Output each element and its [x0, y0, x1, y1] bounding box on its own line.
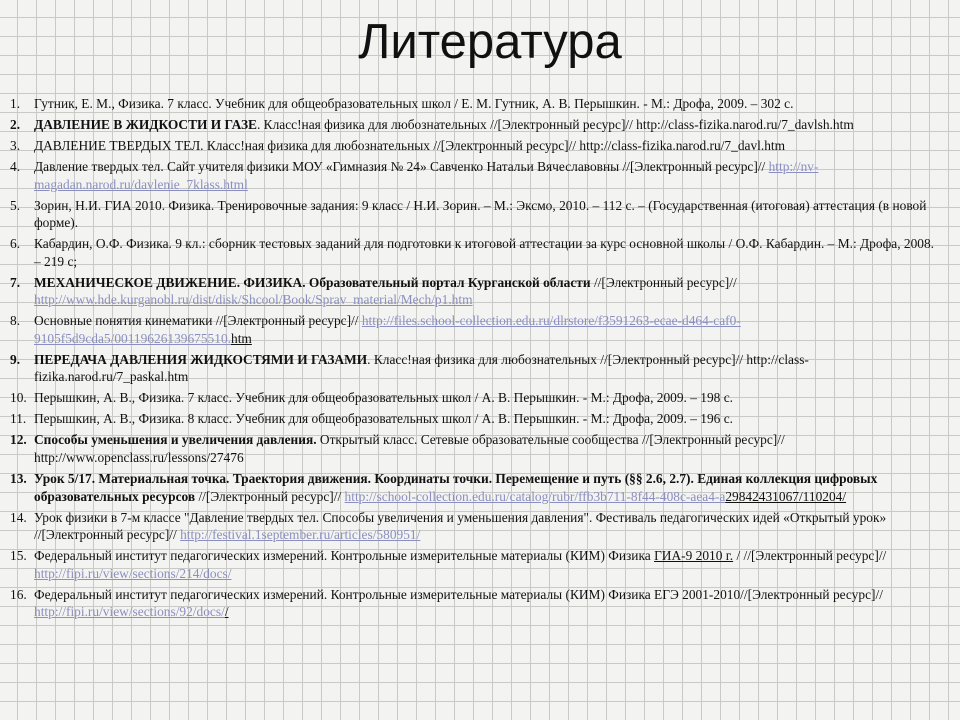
item-number: 12. — [10, 432, 27, 448]
item-number: 4. — [10, 158, 21, 174]
item-text: Кабардин, О.Ф. Физика. 9 кл.: сборник тестовых заданий для подготовки к итоговой аттестации за курс основной школы / О.Ф. Кабардин. – М.: Дрофа, 2008. – 219 с; — [34, 236, 935, 269]
item-text: ДАВЛЕНИЕ ТВЕРДЫХ ТЕЛ. Класс!ная физика для любознательных //[Электронный ресурс]// http://class-fizika.narod.ru/7_davl.htm — [34, 137, 786, 153]
page-title: Литература — [358, 15, 622, 69]
item-number: 8. — [10, 313, 21, 329]
item-text: Перышкин, А. В., Физика. 7 класс. Учебник для общеобразовательных школ / А. В. Перышкин. - М.: Дрофа, 2009. – 198 с. — [34, 390, 734, 406]
item-bold-text: Способы уменьшения и увеличения давления. — [34, 432, 317, 448]
bibliography-item — [8, 158, 938, 193]
item-number: 6. — [10, 236, 21, 252]
item-number: 11. — [10, 411, 27, 427]
bibliography-item — [8, 509, 938, 544]
bibliography-item — [8, 586, 938, 621]
item-text: Основные понятия кинематики //[Электронный ресурс]// — [34, 313, 362, 329]
item-text: //[Электронный ресурс]// — [195, 488, 345, 504]
item-number: 7. — [10, 274, 21, 290]
item-text: Федеральный институт педагогических измерений. Контрольные измерительные материалы (КИМ) Физика ЕГЭ 2001-2010//[Электронный ресурс]// — [34, 586, 883, 602]
item-text: Урок физики в 7-м классе "Давление твердых тел. Способы увеличения и уменьшения давления". Фестиваль педагогических идей «Открытый урок» //[Электронный ресурс]// — [34, 509, 887, 543]
item-number: 10. — [10, 390, 27, 406]
reference-link[interactable]: http://nv-magadan.narod.ru/davlenie_7klass.html — [34, 158, 819, 192]
bibliography-item — [8, 95, 938, 113]
reference-link[interactable]: http://festival.1september.ru/articles/580951/ — [180, 527, 421, 543]
reference-link[interactable]: http://fipi.ru/view/sections/214/docs/ — [34, 565, 232, 581]
item-text: Перышкин, А. В., Физика. 8 класс. Учебник для общеобразовательных школ / А. В. Перышкин. - М.: Дрофа, 2009. – 196 с. — [34, 411, 734, 427]
item-text: Давление твердых тел. Сайт учителя физики МОУ «Гимназия № 24» Савченко Натальи Вячеславовны //[Электронный ресурс]// — [34, 158, 769, 174]
item-text: Федеральный институт педагогических измерений. Контрольные измерительные материалы (КИМ) Физика — [34, 548, 655, 564]
item-text: . Класс!ная физика для любознательных //[Электронный ресурс]// http://class-fizika.narod.ru/7_paskal.htm — [34, 351, 809, 385]
bibliography-item — [8, 137, 938, 155]
item-number: 13. — [10, 470, 27, 486]
reference-link[interactable]: http://files.school-collection.edu.ru/dlrstore/f3591263-ecae-d464-caf0-9105f5d9cda5/00119626139675510. — [34, 313, 741, 346]
item-text: 29842431067/110204/ — [725, 488, 847, 504]
item-number: 1. — [10, 96, 21, 111]
item-number: 2. — [10, 116, 21, 132]
item-number: 14. — [10, 509, 27, 525]
reference-link[interactable]: http://fipi.ru/view/sections/92/docs/ — [34, 604, 225, 620]
reference-link[interactable]: http://www.hde.kurganobl.ru/dist/disk/Shcool/Book/Sprav_material/Mech/p1.htm — [34, 292, 473, 308]
bibliography-item — [8, 431, 938, 466]
item-bold-text: ПЕРЕДАЧА ДАВЛЕНИЯ ЖИДКОСТЯМИ И ГАЗАМИ — [34, 351, 368, 367]
bibliography-item — [8, 410, 938, 428]
bibliography-item — [8, 274, 938, 309]
bibliography-item — [8, 312, 938, 347]
item-text: / //[Электронный ресурс]// — [733, 548, 887, 564]
item-text: Зорин, Н.И. ГИА 2010. Физика. Тренировочные задания: 9 класс / Н.И. Зорин. – М.: Эксмо, 2010. – 112 с. – (Государственная (итоговая) аттестация (в новой форме). — [34, 197, 927, 231]
item-text: Открытый класс. Сетевые образовательные сообщества //[Электронный ресурс]// http://www.openclass.ru/lessons/27476 — [34, 432, 785, 465]
item-bold-text: ДАВЛЕНИЕ В ЖИДКОСТИ И ГАЗЕ — [34, 116, 257, 132]
item-text: htm — [231, 330, 252, 346]
item-bold-text: Урок 5/17. Материальная точка. Траектория движения. Координаты точки. Перемещение и путь (§§ 2.6, 2.7). Единая коллекция цифровых образовательных ресурсов — [34, 470, 878, 504]
item-text: ГИА-9 2010 г. — [654, 548, 734, 564]
item-text: Гутник, Е. М., Физика. 7 класс. Учебник для общеобразовательных школ / Е. М. Гутник, А. В. Перышкин. - М.: Дрофа, 2009. – 302 с. — [34, 96, 794, 111]
bibliography-item — [8, 235, 938, 270]
item-text: //[Электронный ресурс]// — [590, 274, 737, 290]
bibliography-item — [8, 116, 938, 134]
bibliography-item — [8, 389, 938, 407]
item-text: / — [224, 604, 229, 620]
bibliography-item — [8, 547, 938, 582]
item-number: 9. — [10, 351, 21, 367]
item-number: 3. — [10, 137, 21, 153]
item-number: 5. — [10, 197, 21, 213]
item-number: 15. — [10, 548, 27, 564]
item-number: 16. — [10, 586, 27, 602]
item-bold-text: МЕХАНИЧЕСКОЕ ДВИЖЕНИЕ. ФИЗИКА. Образовательный портал Курганской области — [34, 274, 591, 290]
bibliography-list — [8, 95, 938, 624]
bibliography-item — [8, 197, 938, 232]
bibliography-item — [8, 470, 938, 505]
bibliography-item — [8, 351, 938, 386]
item-text: . Класс!ная физика для любознательных //[Электронный ресурс]// http://class-fizika.narod.ru/7_davlsh.htm — [256, 116, 854, 132]
reference-link[interactable]: http://school-collection.edu.ru/catalog/rubr/ffb3b711-8f44-408c-aea4-a — [344, 488, 726, 504]
